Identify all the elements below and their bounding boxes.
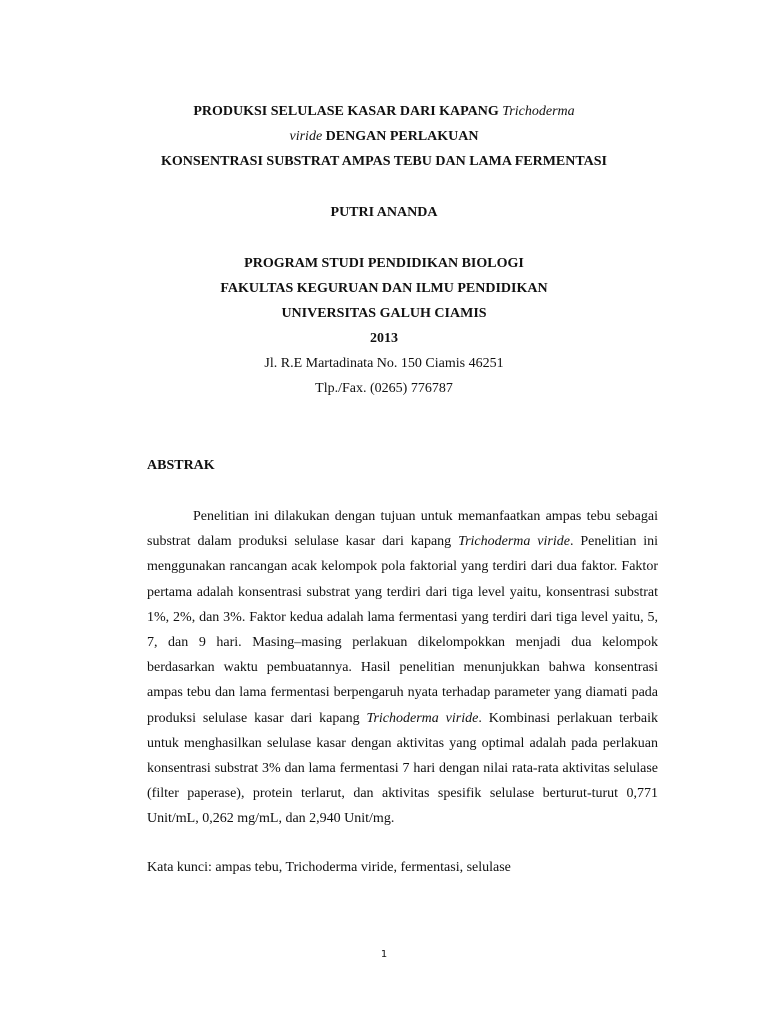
title-line-2: [0, 128, 768, 146]
address-line: Jl. R.E Martadinata No. 150 Ciamis 46251: [264, 356, 504, 371]
title-line-3: KONSENTRASI SUBSTRAT AMPAS TEBU DAN LAMA FERMENTASI: [160, 154, 607, 169]
study-program: PROGRAM STUDI PENDIDIKAN BIOLOGI: [244, 256, 524, 271]
title-line-1: [0, 103, 768, 121]
publication-year: 2013: [370, 331, 398, 346]
abstract-text-part-3: . Kombinasi perlakuan terbaik untuk menghasilkan selulase kasar dengan aktivitas yang optimal adalah pada perlakuan konsentrasi substrat 3% dan lama fermentasi 7 hari dengan nilai rata-rata aktivitas selulase (filter paperase), protein terlarut, dan aktivitas spesifik selulase berturut-turut 0,771 Unit/mL, 0,262 mg/mL, dan 2,940 Unit/mg.: [147, 710, 658, 827]
abstract-species-2: Trichoderma viride: [366, 710, 479, 726]
author-name: PUTRI ANANDA: [330, 205, 438, 220]
abstract-text-part-1: Penelitian ini dilakukan dengan tujuan untuk memanfaatkan ampas tebu sebagai substrat dalam produksi selulase kasar dari kapang: [147, 509, 658, 550]
title-line-1-text: PRODUKSI SELULASE KASAR DARI KAPANG: [193, 104, 499, 119]
phone-line: Tlp./Fax. (0265) 776787: [315, 381, 453, 396]
title-line-2-text: DENGAN PERLAKUAN: [325, 129, 479, 144]
university-name: UNIVERSITAS GALUH CIAMIS: [281, 306, 487, 321]
title-species-genus: Trichoderma: [502, 104, 575, 119]
abstract-text-part-2: . Penelitian ini menggunakan rancangan acak kelompok pola faktorial yang terdiri dari dua faktor. Faktor pertama adalah konsentrasi substrat yang terdiri dari tiga level yaitu, konsentrasi substrat 1%, 2%, dan 3%. Faktor kedua adalah lama fermentasi yang terdiri dari tiga level yaitu, 5, 7, dan 9 hari. Masing–masing perlakuan dikelompokkan menjadi dua kelompok berdasarkan waktu pembuatannya. Hasil penelitian menunjukkan bahwa konsentrasi ampas tebu dan lama fermentasi berpengaruh nyata terhadap parameter yang diamati pada produksi selulase kasar dari kapang: [147, 534, 659, 726]
page-number: 1: [380, 949, 388, 960]
keywords-line: Kata kunci: ampas tebu, Trichoderma viride, fermentasi, selulase: [147, 860, 511, 875]
abstract-heading: ABSTRAK: [147, 458, 215, 473]
abstract-species-1: Trichoderma viride: [458, 534, 570, 550]
abstract-paragraph: [147, 504, 658, 832]
title-species-epithet: viride: [289, 129, 323, 144]
faculty-name: FAKULTAS KEGURUAN DAN ILMU PENDIDIKAN: [220, 281, 548, 296]
